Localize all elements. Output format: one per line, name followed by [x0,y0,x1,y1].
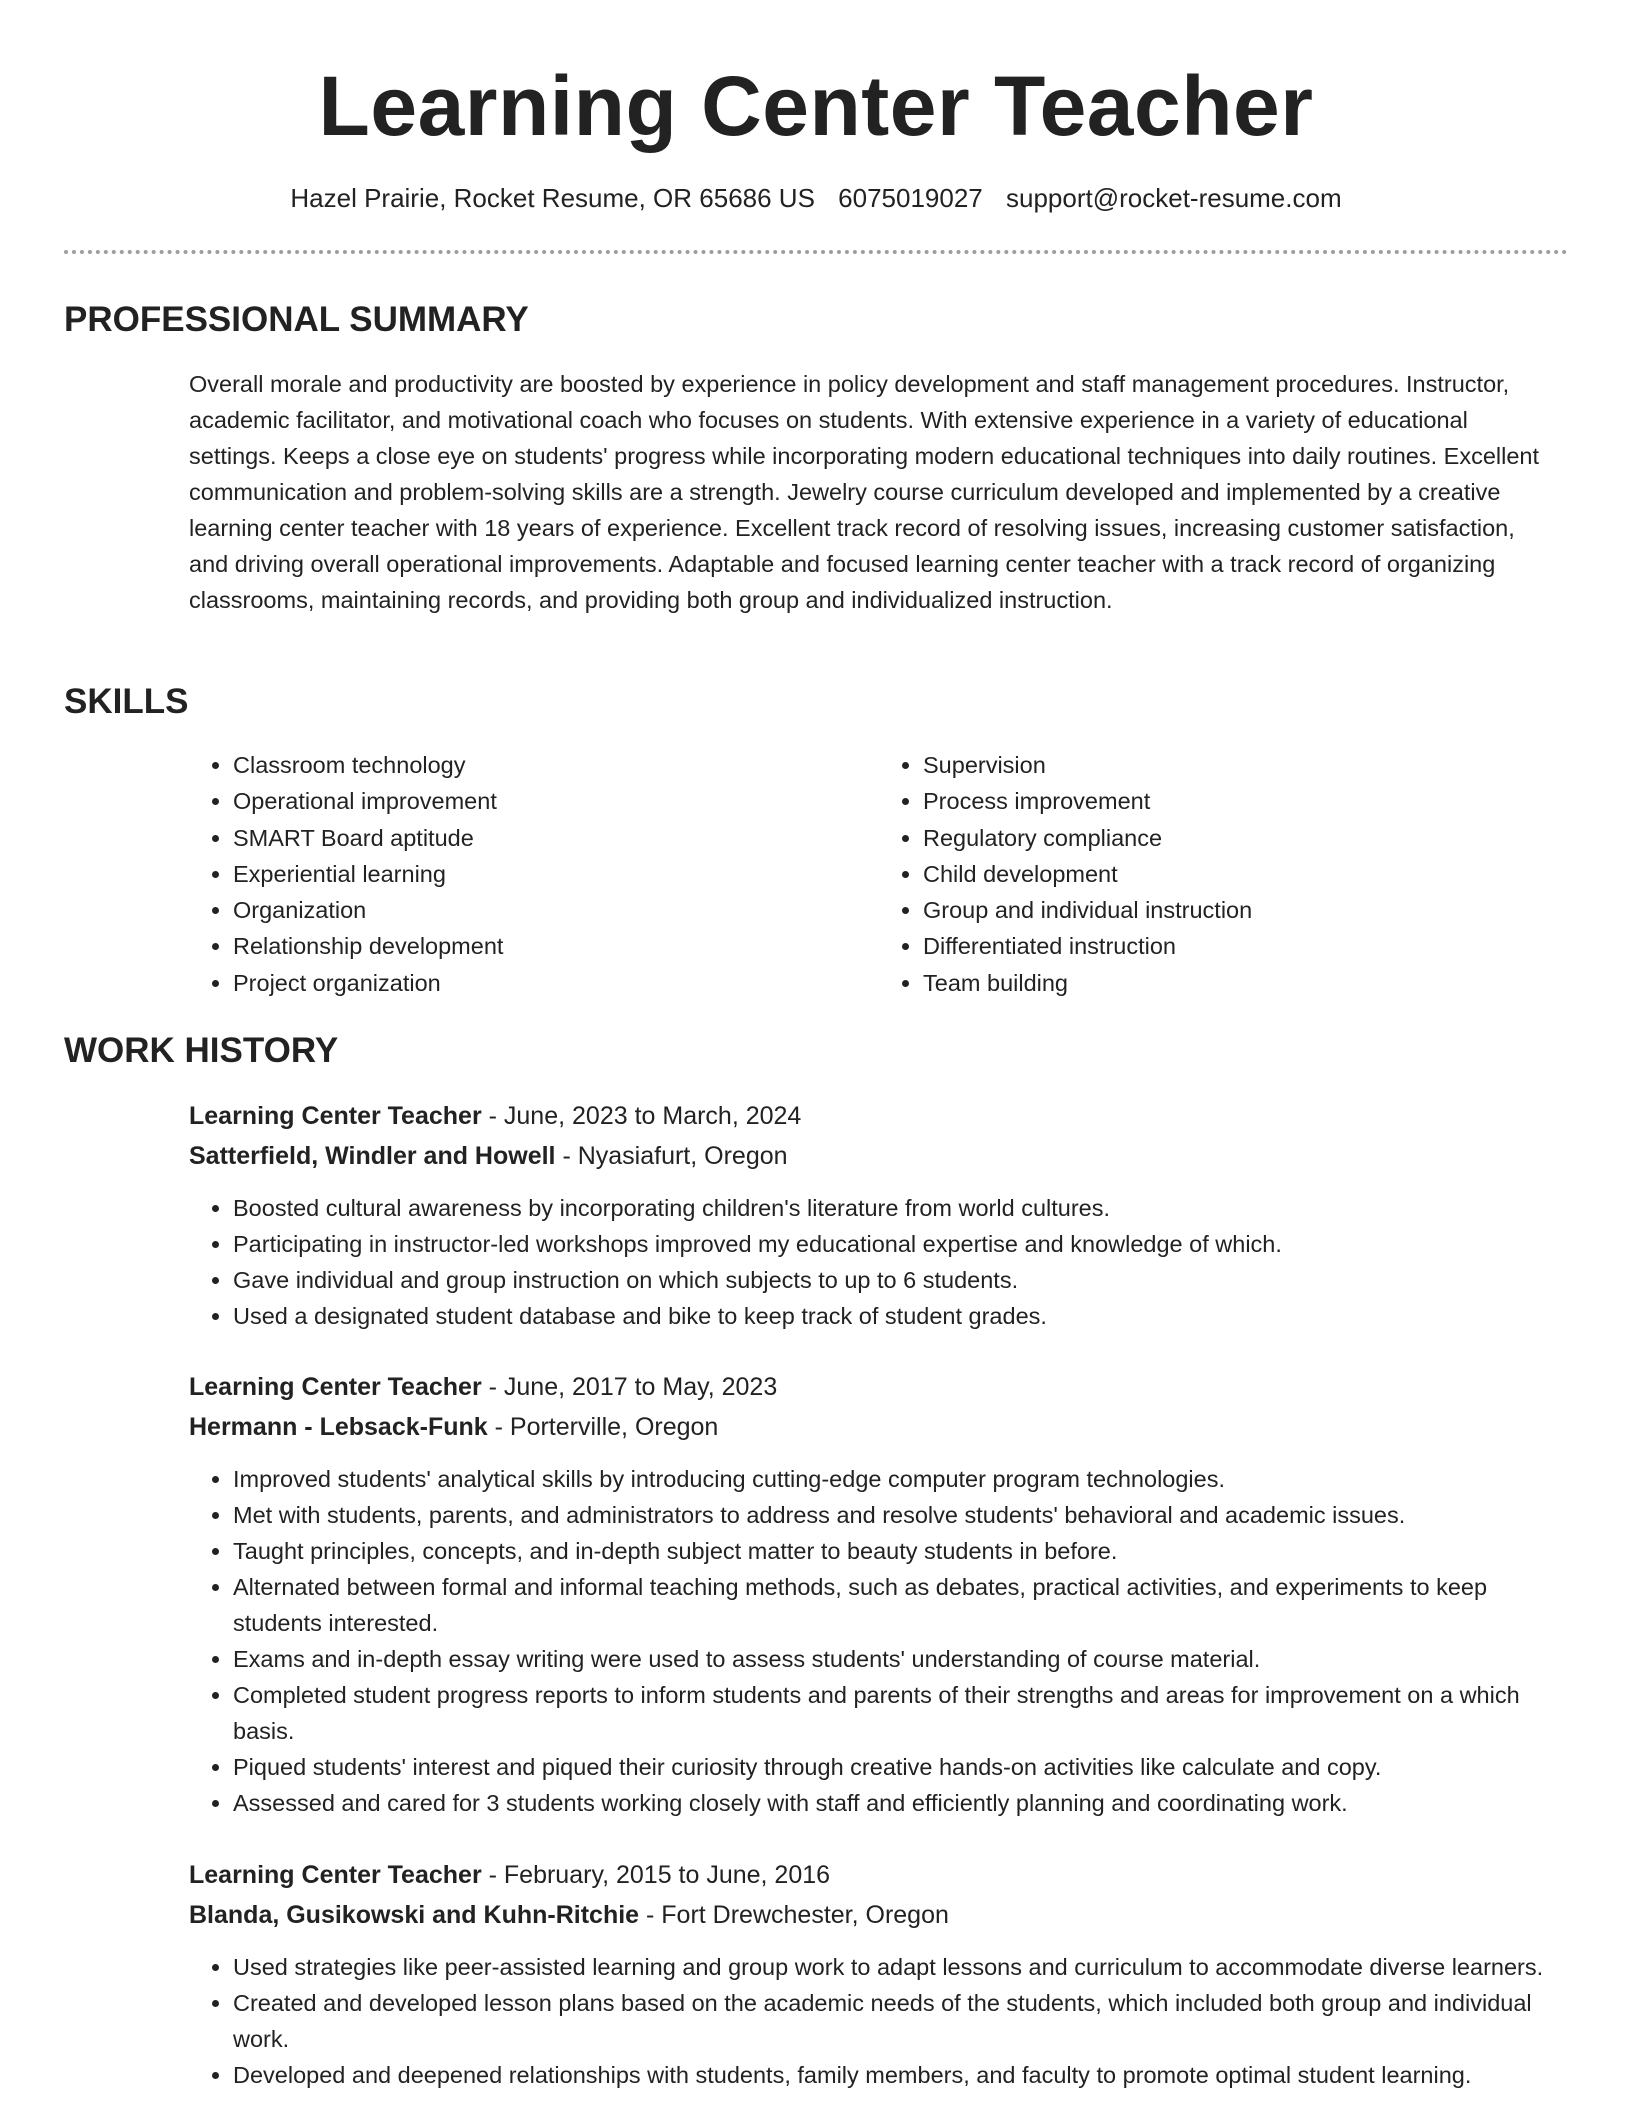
job-dates: - June, 2023 to March, 2024 [481,1102,802,1130]
section-title-skills: SKILLS [64,682,189,721]
skill-item: • Process improvement [923,783,1569,819]
skill-item: • Differentiated instruction [923,928,1569,964]
job-bullet: • Developed and deepened relationships with students, family members, and faculty to promote optimal student learning. [233,2057,1569,2093]
job-bullet: • Participating in instructor-led workshops improved my educational expertise and knowledge of which. [233,1226,1569,1262]
job-title: Learning Center Teacher [189,1102,482,1130]
job-bullet: • Boosted cultural awareness by incorporating children's literature from world cultures. [233,1190,1569,1226]
skills-column-left [189,747,879,1001]
contact-address: Hazel Prairie, Rocket Resume, OR 65686 US [290,183,815,213]
skill-item: • Experiential learning [233,856,879,892]
contact-line [0,180,1632,216]
job-entry [189,1367,1569,1821]
job-bullets [189,1461,1569,1821]
job-bullet: • Gave individual and group instruction on which subjects to up to 6 students. [233,1262,1569,1298]
job-bullets [189,1949,1569,2093]
job-bullet: • Used a designated student database and bike to keep track of student grades. [233,1298,1569,1334]
job-bullet: • Taught principles, concepts, and in-depth subject matter to beauty students in before. [233,1533,1569,1569]
job-bullet: • Piqued students' interest and piqued their curiosity through creative hands-on activities like calculate and copy. [233,1749,1569,1785]
skill-item: • Project organization [233,965,879,1001]
job-bullet: • Completed student progress reports to inform students and parents of their strengths and areas for improvement on a which basis. [233,1677,1569,1749]
skill-item: • Team building [923,965,1569,1001]
skill-item: • SMART Board aptitude [233,820,879,856]
job-location: - Nyasiafurt, Oregon [555,1142,788,1170]
summary-text: Overall morale and productivity are boosted by experience in policy development and staff management procedures. Instructor, academic facilitator, and motivational coach who focuses on students. With extensive experience in a variety of educational settings. Keeps a close eye on students' progress while incorporating modern educational techniques into daily routines. Excellent communication and problem-solving skills are a strength. Jewelry course curriculum developed and implemented by a creative learning center teacher with 18 years of experience. Excellent track record of resolving issues, increasing customer satisfaction, and driving overall operational improvements. Adaptable and focused learning center teacher with a track record of organizing classrooms, maintaining records, and providing both group and individualized instruction. [189,371,1539,613]
job-dates: - June, 2017 to May, 2023 [481,1373,778,1401]
skill-item: • Classroom technology [233,747,879,783]
job-title: Learning Center Teacher [189,1373,482,1401]
job-title-line [189,1367,1569,1407]
job-bullet: • Used strategies like peer-assisted learning and group work to adapt lessons and curriculum to accommodate diverse learners. [233,1949,1569,1985]
skill-item: • Regulatory compliance [923,820,1569,856]
job-entry [189,1855,1569,2093]
job-location: - Fort Drewchester, Oregon [639,1901,949,1929]
job-title: Learning Center Teacher [189,1861,482,1889]
job-company: Hermann - Lebsack-Funk [189,1413,488,1441]
job-bullet: • Assessed and cared for 3 students working closely with staff and efficiently planning and coordinating work. [233,1785,1569,1821]
job-company-line [189,1407,1569,1447]
section-title-work-history: WORK HISTORY [64,1031,339,1070]
job-location: - Porterville, Oregon [487,1413,719,1441]
job-company: Satterfield, Windler and Howell [189,1142,556,1170]
job-title-line [189,1855,1569,1895]
skill-item: • Organization [233,892,879,928]
job-bullet: • Exams and in-depth essay writing were used to assess students' understanding of course material. [233,1641,1569,1677]
skill-item: • Relationship development [233,928,879,964]
skill-item: • Operational improvement [233,783,879,819]
job-title-line [189,1096,1569,1136]
job-dates: - February, 2015 to June, 2016 [481,1861,831,1889]
skills-list [189,747,1569,1001]
skill-item: • Group and individual instruction [923,892,1569,928]
skill-item: • Child development [923,856,1569,892]
job-company-line [189,1136,1569,1176]
job-bullet: • Improved students' analytical skills by introducing cutting-edge computer program technologies. [233,1461,1569,1497]
job-bullets [189,1190,1569,1334]
contact-email: support@rocket-resume.com [1006,183,1342,213]
section-title-summary: PROFESSIONAL SUMMARY [64,300,529,339]
job-entry [189,1096,1569,1334]
resume-name: Learning Center Teacher [318,59,1314,153]
skill-item: • Supervision [923,747,1569,783]
job-company: Blanda, Gusikowski and Kuhn-Ritchie [189,1901,640,1929]
job-bullet: • Alternated between formal and informal teaching methods, such as debates, practical activities, and experiments to keep students interested. [233,1569,1569,1641]
job-company-line [189,1895,1569,1935]
skills-column-right [879,747,1569,1001]
job-bullet: • Created and developed lesson plans based on the academic needs of the students, which included both group and individual work. [233,1985,1569,2057]
header-divider [64,250,1568,254]
contact-phone: 6075019027 [838,183,983,213]
job-bullet: • Met with students, parents, and administrators to address and resolve students' behavioral and academic issues. [233,1497,1569,1533]
